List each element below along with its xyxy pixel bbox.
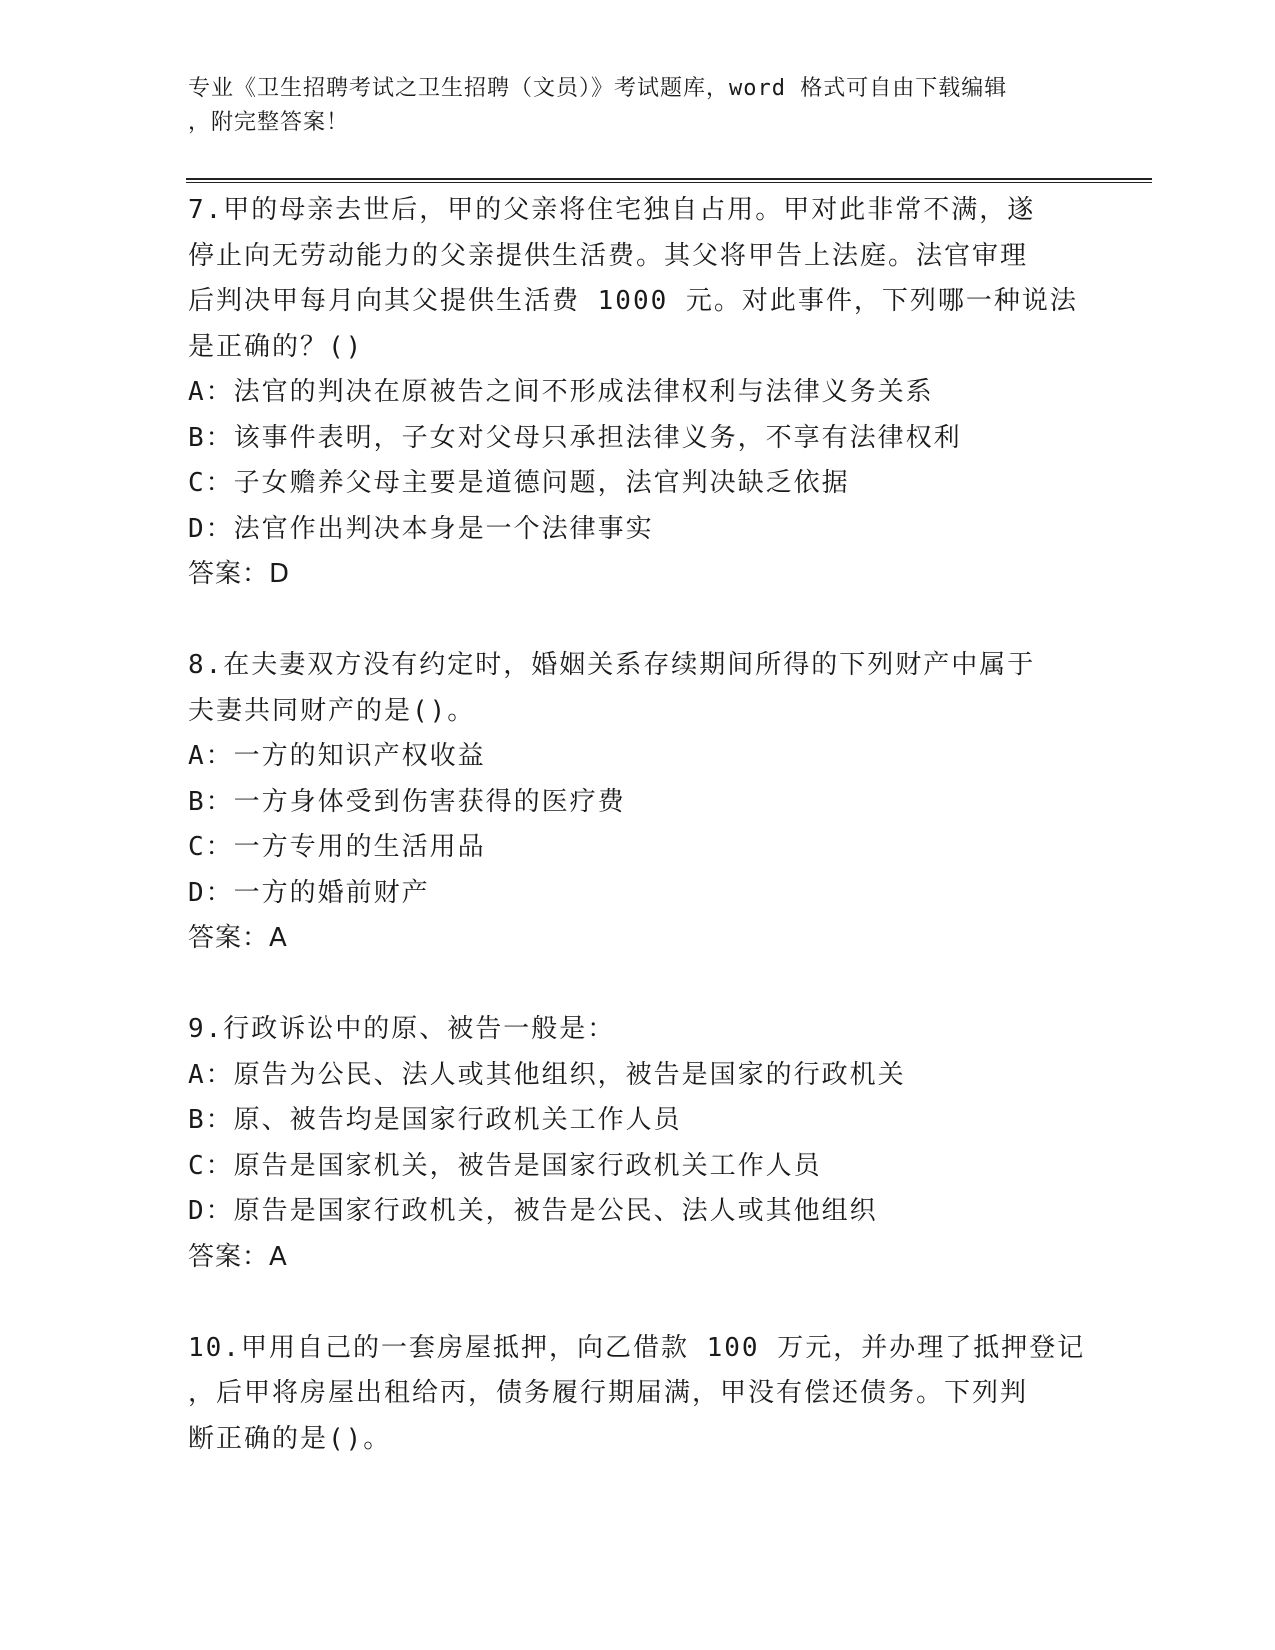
question-text-line: 夫妻共同财产的是()。 xyxy=(188,695,476,726)
document-header xyxy=(188,72,1068,140)
option-c: C：原告是国家机关，被告是国家行政机关工作人员 xyxy=(188,1150,822,1181)
header-line: 专业《卫生招聘考试之卫生招聘（文员）》考试题库，word 格式可自由下载编辑 xyxy=(188,76,1008,101)
question-text-line: 8.在夫妻双方没有约定时，婚姻关系存续期间所得的下列财产中属于 xyxy=(188,650,1036,680)
option-b: B：原、被告均是国家行政机关工作人员 xyxy=(188,1105,682,1135)
option-c: C：一方专用的生活用品 xyxy=(188,832,486,862)
question-text-line: 后判决甲每月向其父提供生活费 1000 元。对此事件，下列哪一种说法 xyxy=(188,286,1078,316)
question-9 xyxy=(188,1007,1088,1280)
question-7 xyxy=(188,188,1088,598)
option-a: A：原告为公民、法人或其他组织，被告是国家的行政机关 xyxy=(188,1059,906,1090)
option-d: D：法官作出判决本身是一个法律事实 xyxy=(188,513,654,544)
question-text-line: 断正确的是()。 xyxy=(188,1423,392,1454)
question-text-line: 10.甲用自己的一套房屋抵押，向乙借款 100 万元，并办理了抵押登记 xyxy=(188,1332,1086,1363)
option-b: B：一方身体受到伤害获得的医疗费 xyxy=(188,786,626,817)
header-divider-thin xyxy=(186,182,1152,183)
answer: 答案：A xyxy=(188,1241,288,1272)
option-a: A：法官的判决在原被告之间不形成法律权利与法律义务关系 xyxy=(188,377,934,407)
question-spacer xyxy=(188,1280,1088,1326)
question-text-line: ，后甲将房屋出租给丙，债务履行期届满，甲没有偿还债务。下列判 xyxy=(188,1378,1029,1408)
question-text-line: 是正确的？() xyxy=(188,331,364,362)
header-line: ，附完整答案！ xyxy=(188,110,350,135)
header-divider xyxy=(186,178,1152,180)
question-8 xyxy=(188,643,1088,962)
question-10 xyxy=(188,1326,1088,1463)
question-text-line: 停止向无劳动能力的父亲提供生活费。其父将甲告上法庭。法官审理 xyxy=(188,240,1029,271)
option-c: C：子女赡养父母主要是道德问题，法官判决缺乏依据 xyxy=(188,468,850,498)
option-b: B：该事件表明，子女对父母只承担法律义务，不享有法律权利 xyxy=(188,422,962,453)
option-a: A：一方的知识产权收益 xyxy=(188,741,486,771)
option-d: D：一方的婚前财产 xyxy=(188,877,430,908)
question-spacer xyxy=(188,962,1088,1008)
option-d: D：原告是国家行政机关，被告是公民、法人或其他组织 xyxy=(188,1196,878,1226)
question-text-line: 9.行政诉讼中的原、被告一般是： xyxy=(188,1014,616,1044)
question-list xyxy=(188,188,1088,1462)
question-text-line: 7.甲的母亲去世后，甲的父亲将住宅独自占用。甲对此非常不满，遂 xyxy=(188,195,1036,225)
answer: 答案：D xyxy=(188,559,291,589)
question-spacer xyxy=(188,598,1088,644)
answer: 答案：A xyxy=(188,923,288,953)
